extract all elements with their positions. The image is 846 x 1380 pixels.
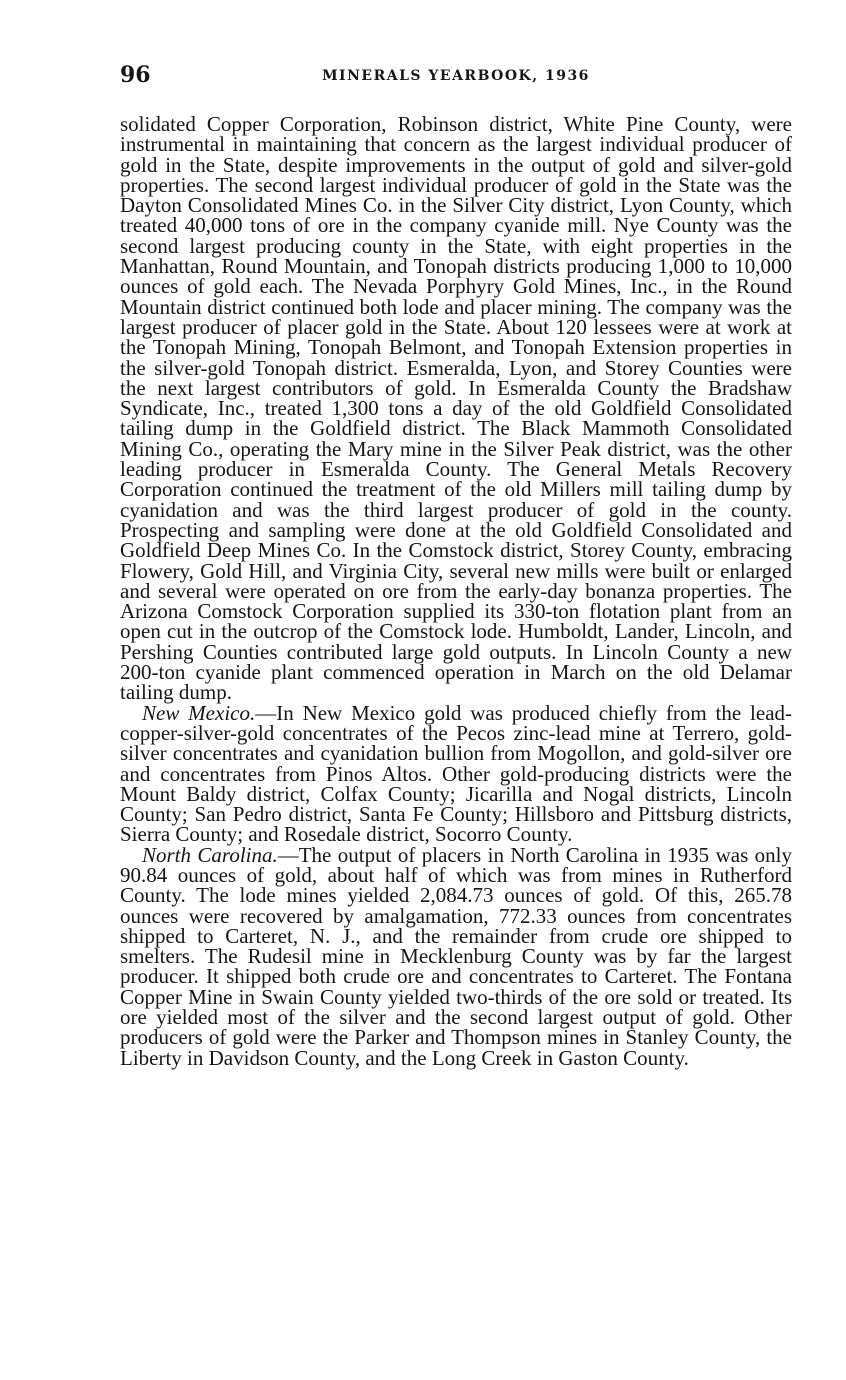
page-number: 96 xyxy=(120,62,151,88)
paragraph-text: solidated Copper Corporation, Robinson district, White Pine County, were instrumental in maintaining that concern as the largest individual producer of gold in the State, despite improvements in the output of gold and silver-gold properties. The second largest individual producer of gold in the State was the Dayton Consolidated Mines Co. in the Silver City district, Lyon County, which treated 40,000 tons of ore in the company cyanide mill. Nye County was the second largest producing county in the State, with eight properties in the Manhattan, Round Mountain, and Tonopah districts producing 1,000 to 10,000 ounces of gold each. The Nevada Porphyry Gold Mines, Inc., in the Round Mountain district continued both lode and placer mining. The company was the largest producer of placer gold in the State. About 120 lessees were at work at the Tonopah Mining, Tonopah Belmont, and Tonopah Extension properties in the silver-gold Tonopah district. Esmeralda, Lyon, and Storey Counties were the next largest contributors of gold. In Esmeralda County the Bradshaw Syndicate, Inc., treated 1,300 tons a day of the old Goldfield Consolidated tailing dump in the Goldfield district. The Black Mammoth Consolidated Mining Co., operating the Mary mine in the Silver Peak district, was the other leading producer in Esmeralda County. The General Metals Recovery Corporation continued the treatment of the old Millers mill tailing dump by cyanidation and was the third largest producer of gold in the county. Prospecting and sampling were done at the old Goldfield Consolidated and Goldfield Deep Mines Co. In the Comstock district, Storey County, embracing Flowery, Gold Hill, and Virginia City, several new mills were built or enlarged and several were operated on ore from the early-day bonanza properties. The Arizona Comstock Corporation supplied its 330-ton flotation plant from an open cut in the outcrop of the Comstock lode. Humboldt, Lander, Lincoln, and Pershing Counties contributed large gold outputs. In Lincoln County a new 200-ton cyanide plant commenced operation in March on the old Delamar tailing dump. xyxy=(120,112,792,705)
section-heading-north-carolina: North Carolina. xyxy=(142,842,278,867)
paragraph-north-carolina xyxy=(120,842,792,1070)
paragraph-nevada-continued xyxy=(120,114,792,703)
paragraph-new-mexico xyxy=(120,700,793,847)
paragraph-text: —The output of placers in North Carolina in 1935 was only 90.84 ounces of gold, about half of which was from mines in Rutherford County. The lode mines yielded 2,084.73 ounces of gold. Of this, 265.78 ounces were recovered by amalgamation, 772.33 ounces from concentrates shipped to Carteret, N. J., and the remainder from crude ore shipped to smelters. The Rudesil mine in Mecklenburg County was by far the largest producer. It shipped both crude ore and concentrates to Carteret. The Fontana Copper Mine in Swain County yielded two-thirds of the ore sold or treated. Its ore yielded most of the silver and the second largest output of gold. Other producers of gold were the Parker and Thompson mines in Stanley County, the Liberty in Davidson County, and the Long Creek in Gaston County. xyxy=(120,842,792,1070)
paragraph-text: —In New Mexico gold was produced chiefly from the lead-copper-silver-gold concentrates of the Pecos zinc-lead mine at Terrero, gold-silver concentrates and cyanidation bullion from Mogollon, and gold-silver ore and concentrates from Pinos Altos. Other gold-producing districts were the Mount Baldy district, Colfax County; Jicarilla and Nogal districts, Lincoln County; San Pedro district, Santa Fe County; Hillsboro and Pittsburg districts, Sierra County; and Rosedale district, Socorro County. xyxy=(120,700,793,847)
section-heading-new-mexico: New Mexico. xyxy=(142,700,256,725)
page-header xyxy=(120,62,792,92)
body-text xyxy=(120,114,792,1068)
running-title: MINERALS YEARBOOK, 1936 xyxy=(322,68,590,84)
